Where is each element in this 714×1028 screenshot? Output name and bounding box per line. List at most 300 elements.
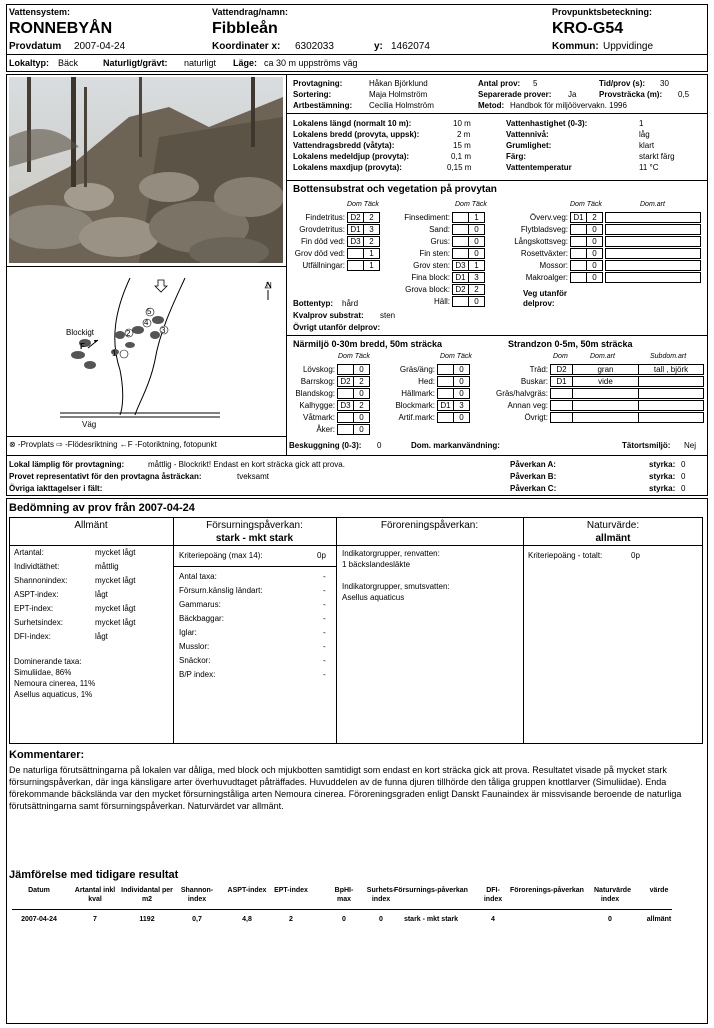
natur-header: Naturvärde:: [586, 520, 640, 531]
vattendrag-value: Fibbleån: [212, 20, 278, 37]
dominerande-label: Dominerande taxa:: [14, 657, 82, 666]
bottentyp-value: hård: [342, 299, 359, 308]
dom-cell: [337, 388, 354, 399]
tid-label: Tid/prov (s):: [599, 79, 646, 88]
allmant-label: EPT-index:: [14, 604, 54, 613]
provdatum-label: Provdatum: [9, 41, 62, 52]
substrate-domart-header: Dom.art: [640, 201, 665, 208]
jamforelse-cell: allmänt: [646, 916, 672, 923]
strandzon-subdomart-cell: [638, 388, 704, 399]
tack-cell: 1: [468, 212, 485, 223]
jamforelse-row: [9, 916, 699, 928]
site-map: [10, 270, 284, 436]
strak-value: 0,5: [678, 90, 690, 99]
koord-y: 1462074: [391, 41, 430, 52]
substrate-row-label: Fin sten:: [419, 249, 450, 258]
substrate-col3-header: Dom Täck: [570, 201, 602, 208]
dom-cell: [337, 364, 354, 375]
fors-value: -: [323, 586, 326, 595]
dom-cell: [437, 412, 454, 423]
map-point-4: 4: [144, 318, 149, 327]
substrate-row-label: Gräs/äng:: [399, 365, 435, 374]
dom-cell: D1: [347, 224, 364, 235]
tack-cell: 2: [353, 376, 370, 387]
strak-label: Provsträcka (m):: [599, 90, 663, 99]
artbest-value: Cecilia Holmström: [369, 101, 434, 110]
allmant-list: [14, 548, 169, 644]
kommun-value: Uppvidinge: [603, 41, 654, 52]
measure-value: 10 m: [453, 119, 471, 128]
fors-value: -: [323, 656, 326, 665]
vattensystem-value: RONNEBYÅN: [9, 20, 113, 37]
separ-label: Separerade prover:: [478, 90, 552, 99]
provdatum-value: 2007-04-24: [74, 41, 126, 52]
tatort-label: Tätortsmiljö:: [622, 441, 671, 450]
allmant-label: DFI-index:: [14, 632, 51, 641]
strandzon-domart-cell: [572, 388, 639, 399]
tack-cell: 2: [586, 212, 603, 223]
dom-cell: [347, 248, 364, 259]
fors-value: -: [323, 614, 326, 623]
substrate-col2: [390, 212, 500, 308]
tack-cell: 1: [468, 260, 485, 271]
strandzon-domart-cell: [572, 400, 639, 411]
substrate-title: Bottensubstrat och vegetation på provytan: [293, 184, 497, 195]
domart-cell: [605, 248, 701, 259]
indik-ren-label: Indikatorgrupper, renvatten:: [342, 549, 440, 558]
jamforelse-header-cell: Naturvärde index: [594, 887, 631, 903]
allmant-value: mycket lågt: [95, 576, 136, 585]
sortering-label: Sortering:: [293, 90, 332, 99]
tack-cell: 3: [468, 272, 485, 283]
jamforelse-cell: 4: [491, 916, 495, 923]
natur-value: allmänt: [595, 533, 631, 544]
separ-value: Ja: [568, 90, 577, 99]
lokaltyp-label: Lokaltyp:: [9, 58, 50, 68]
tack-cell: 0: [353, 388, 370, 399]
substrate-row-label: Utfällningar:: [302, 261, 345, 270]
substrate-row-label: Lövskog:: [302, 365, 335, 374]
allmant-value: lågt: [95, 632, 108, 641]
narmiljo-title: Närmiljö 0-30m bredd, 50m sträcka: [293, 339, 443, 349]
fors-label: Försurn.känslig ländart:: [179, 586, 263, 595]
measure-value: 15 m: [453, 141, 471, 150]
bedomning-vline: [173, 517, 174, 744]
dom-cell: [337, 424, 354, 435]
strandzon-dom-header: Dom: [553, 353, 568, 360]
beskuggning-label: Beskuggning (0-3):: [289, 441, 362, 450]
dom-cell: [437, 388, 454, 399]
strandzon-title: Strandzon 0-5m, 50m sträcka: [508, 339, 633, 349]
measure-right-value: 11 °C: [639, 163, 659, 172]
measure-right-label: Vattentemperatur: [506, 163, 572, 172]
map-legend: ⊗ -Provplats ⇨ -Flödesriktning ←F -Fotoriktning, fotopunkt: [9, 440, 217, 449]
dom-cell: [337, 412, 354, 423]
kommun-label: Kommun:: [552, 41, 599, 52]
strandzon-dom-cell: [550, 412, 573, 423]
paverkan-a-label: Påverkan A:: [510, 460, 556, 469]
allmant-label: Artantal:: [14, 548, 44, 557]
jamforelse-header-cell: Individantal per m2: [121, 887, 173, 903]
strandzon-subdomart-cell: [638, 400, 704, 411]
jamforelse-cell: 0,7: [192, 916, 202, 923]
markanv-label: Dom. markanvändning:: [411, 441, 500, 450]
allmant-header: Allmänt: [74, 520, 108, 531]
strandzon-dom-cell: D2: [550, 364, 573, 375]
tack-cell: 0: [353, 412, 370, 423]
dom-cell: [437, 364, 454, 375]
strandzon-domart-cell: vide: [572, 376, 639, 387]
provtagning-label: Provtagning:: [293, 79, 343, 88]
tack-cell: 0: [353, 424, 370, 435]
strandzon-row-label: Övrigt:: [524, 413, 548, 422]
fors-value: -: [323, 642, 326, 651]
jamforelse-header-cell: EPT-index: [274, 887, 308, 894]
krit-tot-label: Kriteriepoäng - totalt:: [528, 551, 603, 560]
tack-cell: 0: [468, 224, 485, 235]
veg-utanfor-label: Veg utanför delprov:: [523, 289, 568, 308]
fors-label: Gammarus:: [179, 600, 221, 609]
map-point-5: 5: [147, 307, 152, 316]
dom-cell: [570, 272, 587, 283]
fors-label: Bäckbaggar:: [179, 614, 224, 623]
fors-label: Antal taxa:: [179, 572, 217, 581]
strandzon-domart-cell: gran: [572, 364, 639, 375]
antal-prov-label: Antal prov:: [478, 79, 521, 88]
strandzon-subdomart-header: Subdom.art: [650, 353, 687, 360]
north-label: N: [266, 281, 272, 290]
substrate-row-label: Sand:: [429, 225, 450, 234]
dom-cell: [570, 224, 587, 235]
strandzon-row-label: Annan veg:: [507, 401, 548, 410]
info-divider: [287, 113, 708, 114]
substrate-row-label: Rosettväxter:: [520, 249, 568, 258]
bedomning-vline: [336, 517, 337, 744]
fors-label: B/P index:: [179, 670, 216, 679]
header-divider: [6, 54, 708, 55]
allmant-label: Surhetsindex:: [14, 618, 63, 627]
allmant-value: mycket lågt: [95, 604, 136, 613]
strandzon-subdomart-cell: tall , björk: [638, 364, 704, 375]
lokal-divider: [6, 455, 708, 456]
tack-cell: 0: [586, 224, 603, 235]
bottentyp-label: Bottentyp:: [293, 299, 333, 308]
narmiljo-col1: [285, 364, 380, 436]
substrate-col3: [500, 212, 705, 284]
metod-label: Metod:: [478, 101, 505, 110]
substrate-row-label: Makroalger:: [525, 273, 568, 282]
fors-value: -: [323, 572, 326, 581]
domart-cell: [605, 272, 701, 283]
domart-cell: [605, 224, 701, 235]
map-f: F: [80, 342, 85, 351]
dom-cell: [452, 236, 469, 247]
tack-cell: 3: [453, 400, 470, 411]
jamforelse-cell: 2: [289, 916, 293, 923]
measure-label: Lokalens bredd (provyta, uppsk):: [293, 130, 420, 139]
provpunkt-value: KRO-G54: [552, 20, 624, 37]
measures-divider: [287, 180, 708, 181]
measure-label: Lokalens maxdjup (provyta):: [293, 163, 402, 172]
map-vag: Väg: [82, 420, 97, 429]
measure-value: 2 m: [457, 130, 471, 139]
tack-cell: 0: [586, 236, 603, 247]
substrate-row-label: Hällmark:: [401, 389, 435, 398]
ovrigt-utanfor-label: Övrigt utanför delprov:: [293, 323, 381, 332]
map-point-3: 3: [161, 326, 166, 335]
substrate-col2-header: Dom Täck: [455, 201, 487, 208]
measure-value: 0,1 m: [451, 152, 472, 161]
dom-cell: [570, 248, 587, 259]
bedomning-hline: [9, 545, 703, 546]
tack-cell: 0: [586, 272, 603, 283]
jamforelse-cell: 2007-04-24: [21, 916, 57, 923]
jamforelse-header-cell: Datum: [28, 887, 50, 894]
jamforelse-header-cell: BpHI-max: [334, 887, 354, 903]
allmant-label: Individtäthet:: [14, 562, 60, 571]
substrate-row-label: Häll:: [433, 297, 450, 306]
tack-cell: 2: [468, 284, 485, 295]
measure-right-label: Vattennivå:: [506, 130, 549, 139]
strandzon-domart-cell: [572, 412, 639, 423]
tack-cell: 0: [453, 388, 470, 399]
allmant-label: ASPT-index:: [14, 590, 59, 599]
taxa-item: Asellus aquaticus, 1%: [14, 690, 93, 699]
dom-cell: [452, 248, 469, 259]
tack-cell: 0: [586, 260, 603, 271]
measure-label: Lokalens längd (normalt 10 m):: [293, 119, 412, 128]
dom-cell: [437, 376, 454, 387]
measure-right-label: Vattenhastighet (0-3):: [506, 119, 588, 128]
substrate-col1: [290, 212, 390, 272]
substrate-row-label: Fina block:: [411, 273, 450, 282]
styrka-a-label: styrka:: [649, 460, 676, 469]
jamforelse-title: Jämförelse med tidigare resultat: [9, 869, 179, 881]
jamforelse-cell: 4,8: [242, 916, 252, 923]
allmant-label: Shannonindex:: [14, 576, 68, 585]
tack-cell: 0: [453, 412, 470, 423]
map-point-2: 2: [126, 329, 131, 338]
jamforelse-cell: 7: [93, 916, 97, 923]
substrate-row-label: Kalhygge:: [299, 401, 335, 410]
measure-label: Lokalens medeldjup (provyta):: [293, 152, 410, 161]
fororen-header: Föroreningspåverkan:: [380, 520, 479, 531]
jamforelse-cell: stark - mkt stark: [403, 916, 459, 923]
indik-smuts-value: Asellus aquaticus: [342, 593, 405, 602]
substrate-row-label: Åker:: [316, 425, 335, 434]
substrate-row-label: Grov sten:: [413, 261, 450, 270]
measure-right-label: Färg:: [506, 152, 526, 161]
lage-value: ca 30 m uppströms väg: [264, 58, 358, 68]
tack-cell: 2: [353, 400, 370, 411]
allmant-value: lågt: [95, 590, 108, 599]
narmiljo-col1-header: Dom Täck: [338, 353, 370, 360]
jamforelse-header-cell: Försurnings-påverkan: [394, 887, 468, 894]
tack-cell: 0: [453, 376, 470, 387]
measure-right-label: Grumlighet:: [506, 141, 552, 150]
tack-cell: 0: [353, 364, 370, 375]
measure-label: Vattendragsbredd (våtyta):: [293, 141, 395, 150]
tack-cell: 2: [363, 212, 380, 223]
site-photo: [9, 77, 283, 263]
dom-cell: [452, 212, 469, 223]
provtagning-value: Håkan Björklund: [369, 79, 428, 88]
jamforelse-cell: 0: [379, 916, 383, 923]
indik-smuts-label: Indikatorgrupper, smutsvatten:: [342, 582, 450, 591]
tid-value: 30: [660, 79, 669, 88]
bedomning-title: Bedömning av prov från 2007-04-24: [9, 502, 195, 514]
koord-y-label: y:: [374, 41, 383, 52]
substrate-row-label: Mossor:: [539, 261, 568, 270]
strandzon-row-label: Träd:: [529, 365, 548, 374]
koord-label: Koordinater x:: [212, 41, 281, 52]
measure-right-value: starkt färg: [639, 152, 675, 161]
styrka-b-value: 0: [681, 472, 686, 481]
domart-cell: [605, 212, 701, 223]
strandzon-row-label: Buskar:: [520, 377, 548, 386]
jamforelse-header-cell: ASPT-index: [227, 887, 267, 894]
map-point-1: 1: [112, 349, 117, 358]
dom-cell: D1: [437, 400, 454, 411]
fors-value: -: [323, 628, 326, 637]
fors-divider: [173, 566, 336, 567]
artbest-label: Artbestämning:: [293, 101, 353, 110]
lokaltyp-value: Bäck: [58, 58, 79, 68]
dom-cell: [570, 236, 587, 247]
dom-cell: [452, 296, 469, 307]
beskuggning-value: 0: [377, 441, 382, 450]
fors-list: [179, 572, 329, 684]
substrate-row-label: Flytbladsveg:: [520, 225, 568, 234]
paverkan-c-label: Påverkan C:: [510, 484, 557, 493]
measure-right-value: 1: [639, 119, 644, 128]
antal-prov-value: 5: [533, 79, 538, 88]
substrate-row-label: Findetritus:: [305, 213, 345, 222]
krit-tot-value: 0p: [631, 551, 640, 560]
lamplig-value: måttlig - Blockrikt! Endast en kort sträcka gick att prova.: [148, 460, 345, 469]
lage-label: Läge:: [233, 58, 258, 68]
strandzon-table: [490, 364, 706, 436]
ovriga-label: Övriga iakttagelser i fält:: [9, 484, 103, 493]
jamforelse-header-cell: Artantal inkl kval: [74, 887, 116, 903]
styrka-c-value: 0: [681, 484, 686, 493]
map-legend-divider: [6, 436, 286, 437]
tack-cell: 2: [363, 236, 380, 247]
fors-value: stark - mkt stark: [215, 533, 294, 544]
jamforelse-header-cell: Surhets-index: [366, 887, 396, 903]
fors-header: Försurningspåverkan:: [206, 520, 303, 531]
fors-value: -: [323, 600, 326, 609]
dom-cell: D1: [570, 212, 587, 223]
dom-cell: D2: [347, 212, 364, 223]
allmant-value: måttlig: [95, 562, 119, 571]
taxa-item: Nemoura cinerea, 11%: [14, 679, 96, 688]
kommentarer-text: De naturliga förutsättningarna på lokalen var dåliga, med block och mjukbotten samtidigt som endast en kort sträcka gick att prova. Resultatet visade på mycket stark försurningspåverkan, där inga känsligare arter överhuvudtaget påträffades. Huvuddelen av de funna djuren tillhörde den tåliga gruppen knottlarver (Simuliidae). Enda förekommande bäckslända var den mycket försurningståliga arten Nemoura cinerea. Föroreningsgraden enligt Danskt Faunaindex är missvisande beroende de naturliga förutsättningarna samt försurningspåverkan. Naturvärdet var allmänt.: [9, 765, 682, 811]
narmiljo-col2: [385, 364, 490, 424]
tack-cell: 1: [363, 248, 380, 259]
substrate-divider: [287, 335, 708, 336]
jamforelse-divider: [12, 909, 672, 910]
dom-cell: D3: [452, 260, 469, 271]
jamforelse-header-cell: DFI-index: [483, 887, 503, 903]
fors-label: Snäckor:: [179, 656, 211, 665]
sortering-value: Maja Holmström: [369, 90, 428, 99]
kommentarer-title: Kommentarer:: [9, 749, 85, 761]
tack-cell: 3: [363, 224, 380, 235]
represent-label: Provet representativt för den provtagna åsträckan:: [9, 472, 202, 481]
tack-cell: 0: [586, 248, 603, 259]
strandzon-dom-cell: [550, 388, 573, 399]
substrate-row-label: Våtmark:: [302, 413, 335, 422]
naturligt-value: naturligt: [184, 58, 217, 68]
substrate-row-label: Grovdetritus:: [299, 225, 345, 234]
tack-cell: 0: [453, 364, 470, 375]
photo-divider: [6, 266, 286, 267]
paverkan-b-label: Påverkan B:: [510, 472, 557, 481]
substrate-col1-header: Dom Täck: [347, 201, 379, 208]
strandzon-dom-cell: D1: [550, 376, 573, 387]
jamforelse-header: [9, 886, 699, 908]
tack-cell: 0: [468, 296, 485, 307]
substrate-row-label: Finsediment:: [404, 213, 450, 222]
jamforelse-header-cell: Förorenings-påverkan: [510, 887, 584, 894]
substrate-row-label: Långskottsveg:: [514, 237, 568, 246]
strandzon-dom-cell: [550, 400, 573, 411]
bedomning-vline: [523, 517, 524, 744]
fors-label: Iglar:: [179, 628, 197, 637]
kvalprov-value: sten: [380, 311, 396, 320]
dom-cell: [452, 224, 469, 235]
vattensystem-label: Vattensystem:: [9, 7, 71, 17]
dom-cell: [347, 260, 364, 271]
lamplig-label: Lokal lämplig för provtagning:: [9, 460, 125, 469]
metod-value: Handbok för miljöövervakn. 1996: [510, 101, 627, 110]
substrate-row-label: Grus:: [430, 237, 450, 246]
map-blockigt: Blockigt: [66, 328, 95, 337]
dom-cell: [570, 260, 587, 271]
kvalprov-label: Kvalprov substrat:: [293, 311, 364, 320]
strandzon-subdomart-cell: [638, 376, 704, 387]
substrate-row-label: Överv.veg:: [529, 213, 568, 222]
styrka-c-label: styrka:: [649, 484, 676, 493]
fors-label: Musslor:: [179, 642, 210, 651]
substrate-row-label: Blandskog:: [295, 389, 335, 398]
tack-cell: 0: [468, 236, 485, 247]
jamforelse-header-cell: värde: [649, 887, 669, 894]
dom-cell: D3: [337, 400, 354, 411]
substrate-row-label: Hed:: [418, 377, 435, 386]
dom-cell: D2: [337, 376, 354, 387]
allmant-value: mycket lågt: [95, 548, 136, 557]
substrate-row-label: Fin död ved:: [300, 237, 345, 246]
measures-block: [293, 119, 703, 181]
substrate-row-label: Barrskog:: [300, 377, 335, 386]
allmant-value: mycket lågt: [95, 618, 136, 627]
krit-label: Kriteriepoäng (max 14):: [179, 551, 263, 560]
jamforelse-cell: 0: [342, 916, 346, 923]
provpunkt-label: Provpunktsbeteckning:: [552, 7, 653, 17]
fors-value: -: [323, 670, 326, 679]
substrate-row-label: Grova block:: [405, 285, 450, 294]
strandzon-domart-header: Dom.art: [590, 353, 615, 360]
strandzon-row-label: Gräs/halvgräs:: [495, 389, 548, 398]
dom-cell: D1: [452, 272, 469, 283]
jamforelse-header-cell: Shannon-index: [180, 887, 214, 903]
indik-ren-value: 1 bäckslandesläkte: [342, 560, 411, 569]
jamforelse-cell: 1192: [139, 916, 155, 923]
jamforelse-cell: 0: [608, 916, 612, 923]
styrka-b-label: styrka:: [649, 472, 676, 481]
